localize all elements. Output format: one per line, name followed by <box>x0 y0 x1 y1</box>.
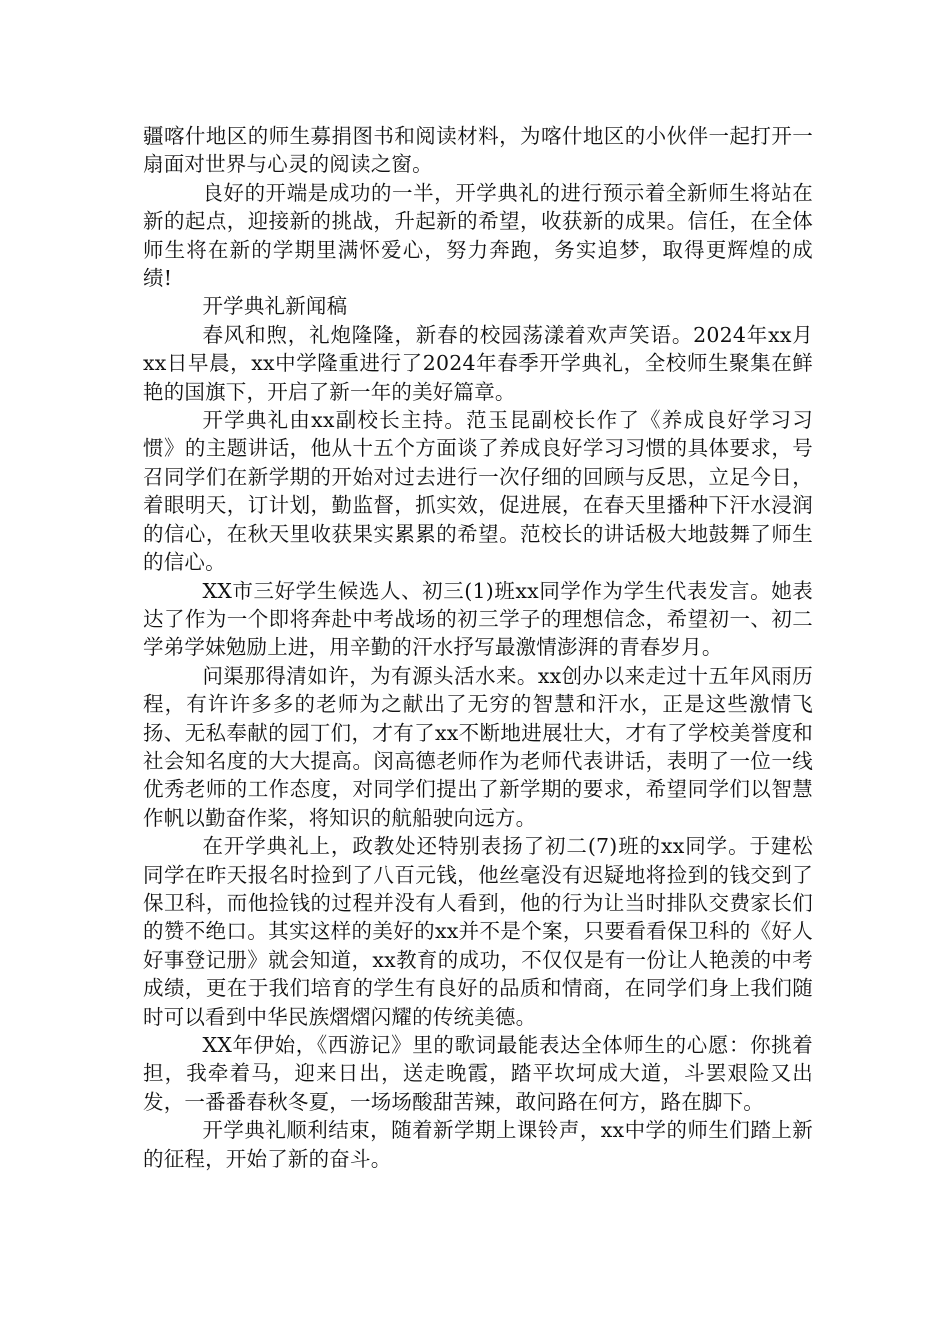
paragraph-good-deed: 在开学典礼上，政教处还特别表扬了初二(7)班的xx同学。于建松同学在昨天报名时捡到了八百元钱，他丝毫没有迟疑地将捡到的钱交到了保卫科，而他捡钱的过程并没有人看到，他的行为让当时排队交费家长们的赞不绝口。其实这样的美好的xx并不是个案，只要看看保卫科的《好人好事登记册》就会知道，xx教育的成功，不仅仅是有一份让人艳羡的中考成绩，更在于我们培育的学生有良好的品质和情商，在同学们身上我们随时可以看到中华民族熠熠闪耀的传统美德。 <box>143 834 813 1029</box>
paragraph-conclusion: 开学典礼顺利结束，随着新学期上课铃声，xx中学的师生们踏上新的征程，开始了新的奋斗。 <box>143 1118 813 1171</box>
paragraph-vice-principal: 开学典礼由xx副校长主持。范玉昆副校长作了《养成良好学习习惯》的主题讲话，他从十五个方面谈了养成良好学习习惯的具体要求，号召同学们在新学期的开始对过去进行一次仔细的回顾与反思，立足今日，着眼明天，订计划，勤监督，抓实效，促进展，在春天里播种下汗水浸润的信心，在秋天里收获果实累累的希望。范校长的讲话极大地鼓舞了师生的信心。 <box>143 408 813 575</box>
paragraph-journey-west: XX年伊始，《西游记》里的歌词最能表达全体师生的心愿：你挑着担，我牵着马，迎来日出，送走晚霞，踏平坎坷成大道，斗罢艰险又出发，一番番春秋冬夏，一场场酸甜苦辣，敢问路在何方，路在脚下。 <box>143 1033 813 1114</box>
document-page <box>143 122 813 1173</box>
paragraph-continuation: 疆喀什地区的师生募捐图书和阅读材料，为喀什地区的小伙伴一起打开一扇面对世界与心灵的阅读之窗。 <box>143 124 813 177</box>
section-heading: 开学典礼新闻稿 <box>202 294 348 319</box>
paragraph-teacher-representative: 问渠那得清如许，为有源头活水来。xx创办以来走过十五年风雨历程，有许许多多的老师为之献出了无穷的智慧和汗水，正是这些激情飞扬、无私奉献的园丁们，才有了xx不断地进展壮大，才有了学校美誉度和社会知名度的大大提高。闵高德老师作为老师代表讲话，表明了一位一线优秀老师的工作态度，对同学们提出了新学期的要求，希望同学们以智慧作帆以勤奋作桨，将知识的航船驶向远方。 <box>143 663 813 830</box>
paragraph-student-representative: XX市三好学生候选人、初三(1)班xx同学作为学生代表发言。她表达了作为一个即将奔赴中考战场的初三学子的理想信念，希望初一、初二学弟学妹勉励上进，用辛勤的汗水抒写最激情澎湃的青春岁月。 <box>143 578 813 660</box>
paragraph-good-start: 良好的开端是成功的一半，开学典礼的进行预示着全新师生将站在新的起点，迎接新的挑战，升起新的希望，收获新的成果。信任，在全体师生将在新的学期里满怀爱心，努力奔跑，务实追梦，取得更辉煌的成绩! <box>143 180 813 291</box>
paragraph-spring-ceremony: 春风和煦，礼炮隆隆，新春的校园荡漾着欢声笑语。2024年xx月xx日早晨，xx中学隆重进行了2024年春季开学典礼，全校师生聚集在鲜艳的国旗下，开启了新一年的美好篇章。 <box>143 322 813 404</box>
